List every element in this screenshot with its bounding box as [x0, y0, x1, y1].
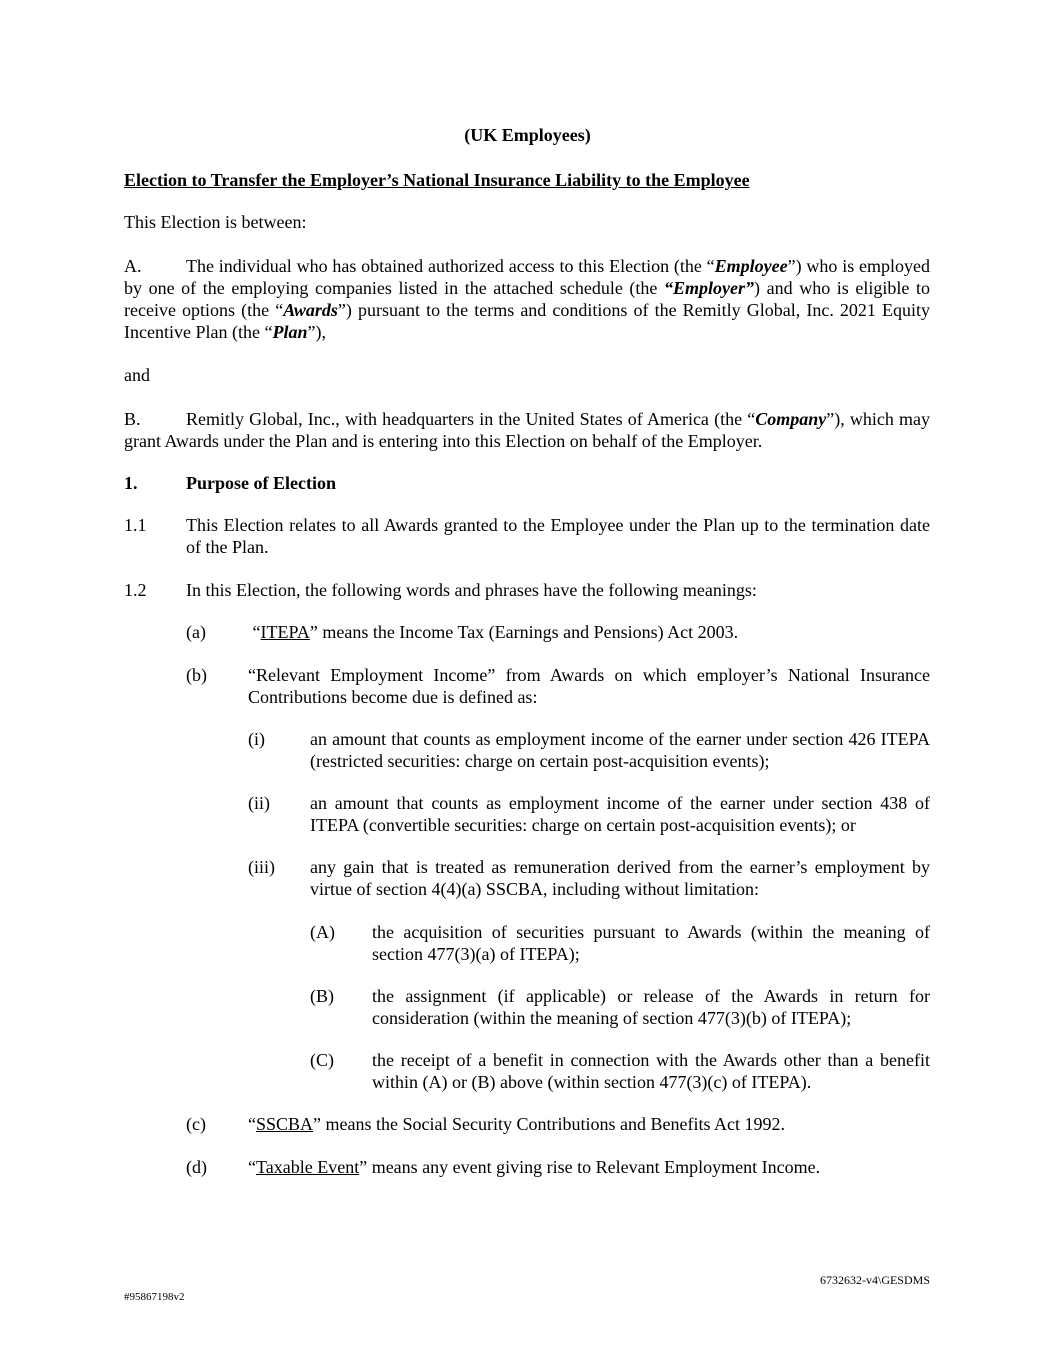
sub-item-text: an amount that counts as employment income of the earner under section 426 ITEPA (restricted securities: charge on certain post-acquisition events);	[310, 729, 930, 771]
intro-text: This Election is between:	[124, 212, 307, 232]
item-label: (iii)	[248, 857, 275, 877]
text: ” means any event giving rise to Relevant Employment Income.	[359, 1157, 821, 1177]
text: ”), which may grant Awards under the Plan and is entering into this Election on behalf of the Employer.	[124, 409, 930, 451]
item-label: (ii)	[248, 793, 270, 813]
text: The individual who has obtained authorized access to this Election (the “	[186, 256, 715, 276]
text: Remitly Global, Inc., with headquarters in the United States of America (the “	[186, 409, 756, 429]
text: “	[248, 1157, 256, 1177]
defined-term: SSCBA	[256, 1114, 314, 1134]
text: ”),	[307, 322, 326, 342]
party-b	[124, 408, 930, 452]
defined-term: Employee	[714, 256, 788, 276]
sub-sub-item-text: the acquisition of securities pursuant to Awards (within the meaning of section 477(3)(a) of ITEPA);	[372, 922, 930, 964]
defined-term: Awards	[283, 300, 338, 320]
item-label: (i)	[248, 729, 265, 749]
clause-number: 1.1	[124, 515, 147, 535]
and-text: and	[124, 365, 150, 385]
item-label: (d)	[186, 1157, 207, 1177]
document-title: (UK Employees)	[464, 125, 591, 145]
text: “	[248, 622, 261, 642]
clause-number: 1.2	[124, 580, 147, 600]
sub-sub-item-text: the receipt of a benefit in connection with the Awards other than a benefit within (A) or (B) above (within section 477(3)(c) of ITEPA).	[372, 1050, 930, 1092]
definition-itepa	[248, 621, 738, 643]
item-label: (C)	[310, 1050, 334, 1070]
defined-term: Taxable Event	[256, 1157, 360, 1177]
item-label: (A)	[310, 922, 335, 942]
footer-doc-id-left: #95867198v2	[124, 1291, 185, 1303]
defined-term: Company	[755, 409, 827, 429]
text: ” means the Income Tax (Earnings and Pensions) Act 2003.	[309, 622, 739, 642]
definition-sscba	[248, 1113, 785, 1135]
defined-term: Plan	[272, 322, 308, 342]
text: ”) pursuant to the terms and conditions of the Remitly Global, Inc. 2021 Equity Incentive Plan (the “	[124, 300, 930, 342]
item-label: (a)	[186, 622, 206, 642]
item-label: (B)	[310, 986, 334, 1006]
defined-term: “Employer”	[664, 278, 755, 298]
footer-doc-id-right: 6732632-v4\GESDMS	[819, 1273, 930, 1287]
sub-sub-item-text: the assignment (if applicable) or release of the Awards in return for consideration (within the meaning of section 477(3)(b) of ITEPA);	[372, 986, 930, 1028]
party-a	[124, 255, 930, 343]
election-heading: Election to Transfer the Employer’s National Insurance Liability to the Employee	[124, 170, 750, 190]
clause-text: In this Election, the following words and phrases have the following meanings:	[186, 580, 757, 600]
defined-term: ITEPA	[260, 622, 310, 642]
section-title: Purpose of Election	[186, 473, 336, 493]
party-b-label: B.	[124, 409, 141, 429]
text: ” means the Social Security Contributions and Benefits Act 1992.	[313, 1114, 785, 1134]
party-a-label: A.	[124, 256, 142, 276]
definition-taxable-event	[248, 1156, 820, 1178]
text: “	[248, 1114, 256, 1134]
item-label: (b)	[186, 665, 207, 685]
definition-relevant-income: “Relevant Employment Income” from Awards on which employer’s National Insurance Contributions become due is defined as:	[248, 665, 930, 707]
text: ) and who is eligible to receive options (the “	[124, 278, 930, 320]
section-number: 1.	[124, 473, 138, 493]
sub-item-text: any gain that is treated as remuneration derived from the earner’s employment by virtue of section 4(4)(a) SSCBA, including without limitation:	[310, 857, 930, 899]
clause-text: This Election relates to all Awards granted to the Employee under the Plan up to the termination date of the Plan.	[186, 515, 930, 557]
sub-item-text: an amount that counts as employment income of the earner under section 438 of ITEPA (convertible securities: charge on certain post-acquisition events); or	[310, 793, 930, 835]
text: ”) who is employed by one of the employing companies listed in the attached schedule (the	[124, 256, 931, 298]
item-label: (c)	[186, 1114, 206, 1134]
